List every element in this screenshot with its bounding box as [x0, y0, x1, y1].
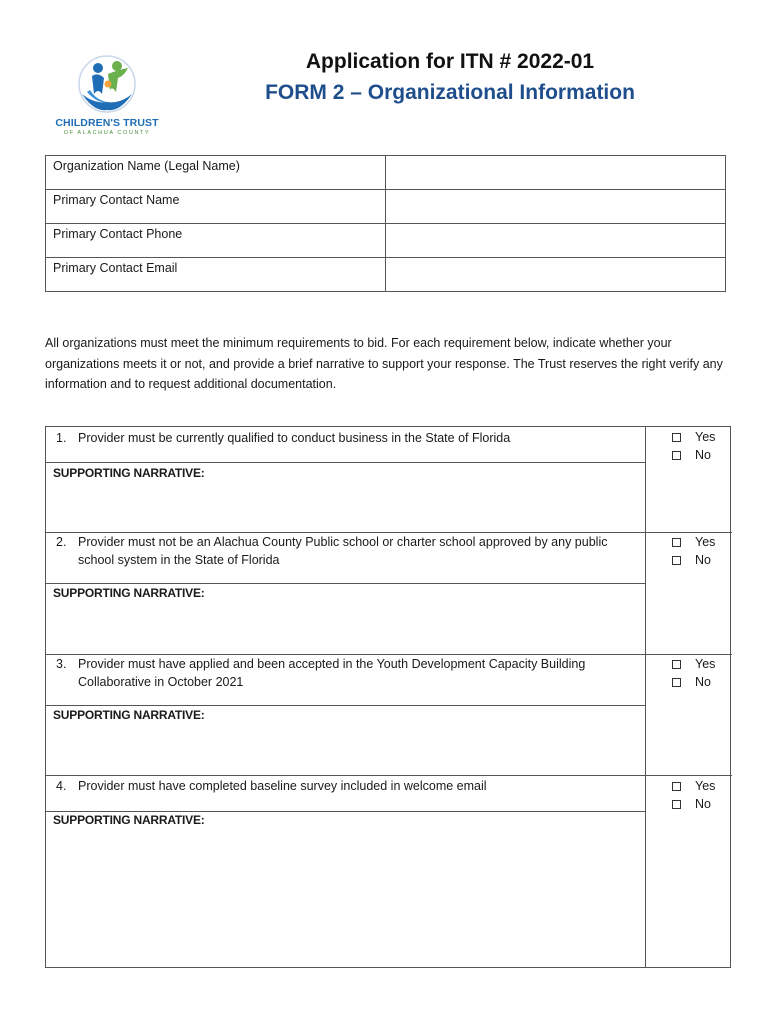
yes-option[interactable]	[672, 533, 715, 551]
childrens-trust-logo	[54, 54, 160, 138]
no-label: No	[695, 675, 711, 689]
row-divider	[46, 775, 732, 776]
column-divider	[645, 427, 646, 967]
logo-subtitle: OF ALACHUA COUNTY	[63, 130, 151, 136]
yes-label: Yes	[695, 657, 716, 671]
no-option[interactable]	[672, 795, 715, 813]
contact-name-label: Primary Contact Name	[46, 190, 386, 224]
checkbox[interactable]	[672, 538, 681, 547]
contact-email-label: Primary Contact Email	[46, 258, 386, 292]
no-option[interactable]	[672, 446, 715, 464]
supporting-narrative-label: SUPPORTING NARRATIVE:	[53, 586, 205, 600]
checkbox[interactable]	[672, 556, 681, 565]
checkbox[interactable]	[672, 800, 681, 809]
yes-option[interactable]	[672, 655, 715, 673]
yes-label: Yes	[695, 779, 716, 793]
no-label: No	[695, 448, 711, 462]
requirement-2-text	[56, 533, 638, 569]
yes-option[interactable]	[672, 428, 715, 446]
contact-phone-field[interactable]	[386, 224, 726, 258]
requirement-3-options	[672, 655, 715, 691]
requirement-description: Provider must have applied and been accepted in the Youth Development Capacity Building Collaborative in October 2021	[78, 657, 586, 689]
table-row	[46, 224, 726, 258]
yes-label: Yes	[695, 535, 716, 549]
requirement-4-options	[672, 777, 715, 813]
requirement-description: Provider must not be an Alachua County Public school or charter school approved by any public school system in the State of Florida	[78, 535, 608, 567]
checkbox[interactable]	[672, 678, 681, 687]
requirement-number: 1.	[56, 431, 67, 445]
supporting-narrative-label: SUPPORTING NARRATIVE:	[53, 708, 205, 722]
org-name-field[interactable]	[386, 156, 726, 190]
requirement-1-options	[672, 428, 715, 464]
checkbox[interactable]	[672, 433, 681, 442]
form-subtitle: FORM 2 – Organizational Information	[265, 81, 635, 104]
logo-emblem-icon	[54, 54, 160, 116]
contact-name-field[interactable]	[386, 190, 726, 224]
organization-info-table	[45, 155, 726, 292]
yes-label: Yes	[695, 430, 716, 444]
instructions-paragraph: All organizations must meet the minimum requirements to bid. For each requirement below, indicate whether your organizations meets it or not, and provide a brief narrative to support your response. The Trust reserves the right verify any information and to request additional documentation.	[45, 336, 723, 391]
page-title: Application for ITN # 2022-01	[305, 50, 595, 73]
requirement-description: Provider must have completed baseline survey included in welcome email	[78, 779, 487, 793]
requirement-2-options	[672, 533, 715, 569]
contact-email-field[interactable]	[386, 258, 726, 292]
row-divider	[46, 811, 645, 812]
requirement-number: 3.	[56, 657, 67, 671]
row-divider	[46, 583, 645, 584]
requirement-4-text	[56, 777, 638, 795]
no-option[interactable]	[672, 673, 715, 691]
requirement-description: Provider must be currently qualified to conduct business in the State of Florida	[78, 431, 511, 445]
checkbox[interactable]	[672, 451, 681, 460]
requirement-1-text	[56, 429, 638, 447]
table-row	[46, 156, 726, 190]
no-option[interactable]	[672, 551, 715, 569]
checkbox[interactable]	[672, 660, 681, 669]
supporting-narrative-label: SUPPORTING NARRATIVE:	[53, 466, 205, 480]
logo-title: CHILDREN'S TRUST	[55, 117, 159, 129]
no-label: No	[695, 797, 711, 811]
table-row	[46, 258, 726, 292]
checkbox[interactable]	[672, 782, 681, 791]
contact-phone-label: Primary Contact Phone	[46, 224, 386, 258]
no-label: No	[695, 553, 711, 567]
requirement-number: 2.	[56, 535, 67, 549]
yes-option[interactable]	[672, 777, 715, 795]
requirement-number: 4.	[56, 779, 67, 793]
supporting-narrative-label: SUPPORTING NARRATIVE:	[53, 813, 205, 827]
table-row	[46, 190, 726, 224]
requirements-table	[45, 426, 731, 968]
row-divider	[46, 705, 645, 706]
row-divider	[46, 462, 645, 463]
requirement-3-text	[56, 655, 638, 691]
org-name-label: Organization Name (Legal Name)	[46, 156, 386, 190]
